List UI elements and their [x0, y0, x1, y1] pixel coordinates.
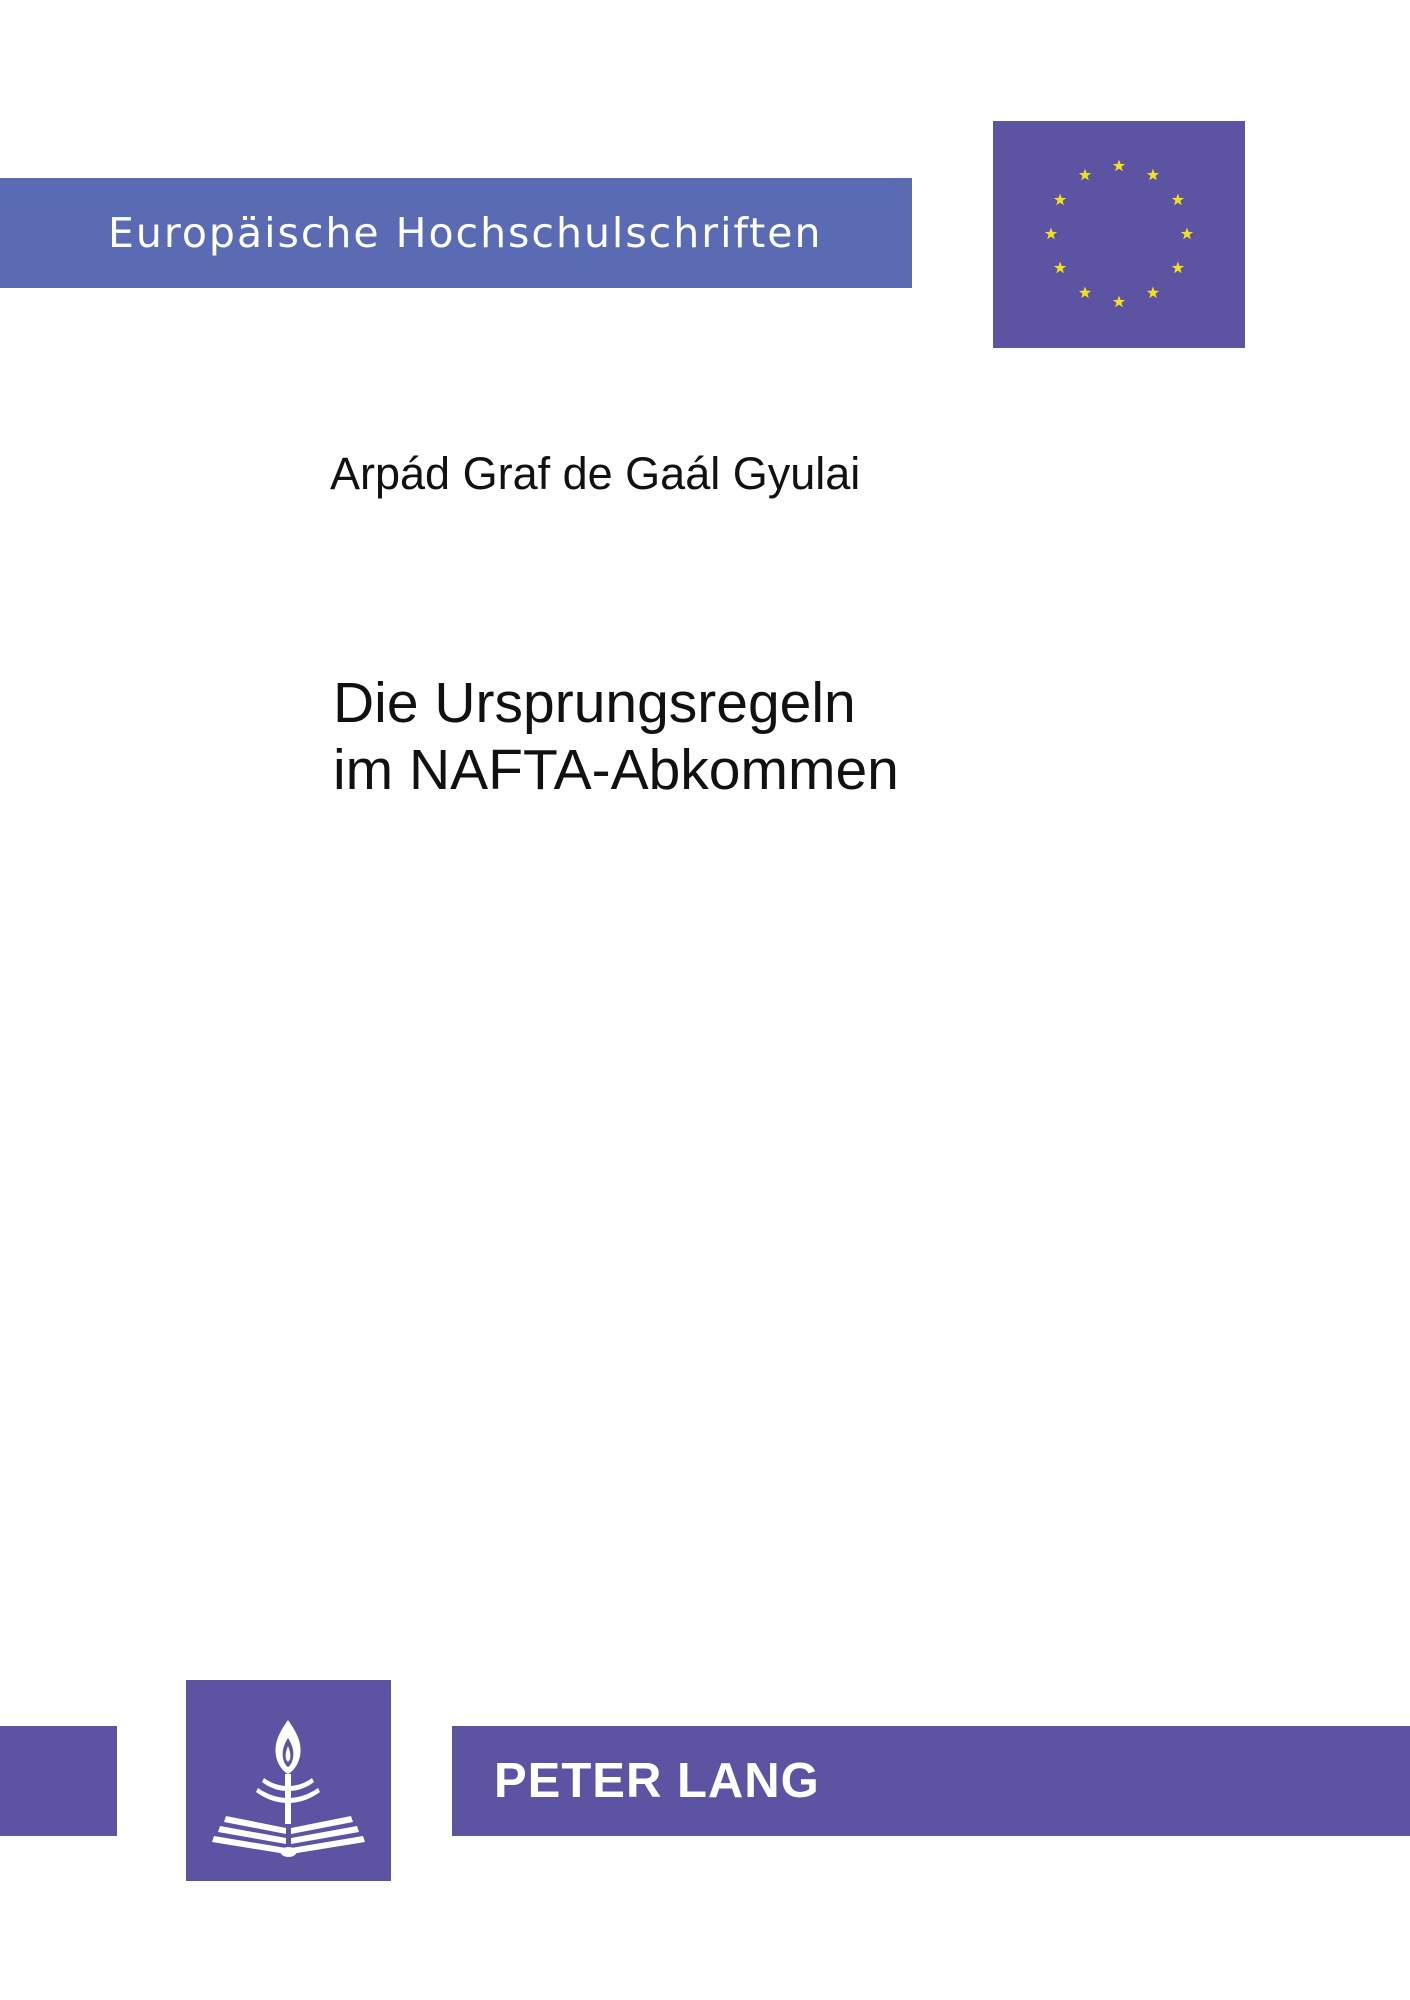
- left-color-bar: [0, 1726, 117, 1836]
- series-title: Europäische Hochschulschriften: [108, 209, 823, 257]
- book-title: [333, 670, 899, 804]
- eu-star-icon: [1172, 194, 1184, 206]
- eu-star-icon: [1054, 262, 1066, 274]
- eu-star-icon: [1045, 228, 1057, 240]
- eu-star-icon: [1172, 262, 1184, 274]
- series-band: [0, 178, 912, 288]
- eu-star-icon: [1113, 296, 1125, 308]
- author-name: Arpád Graf de Gaál Gyulai: [330, 448, 861, 499]
- publisher-band: [452, 1726, 1410, 1836]
- eu-star-icon: [1079, 169, 1091, 181]
- book-title-line-1: Die Ursprungsregeln: [333, 671, 856, 735]
- eu-star-icon: [1147, 169, 1159, 181]
- publisher-logo-icon: [186, 1680, 391, 1881]
- eu-star-icon: [1147, 286, 1159, 298]
- eu-flag-icon: [993, 121, 1245, 348]
- eu-star-icon: [1181, 228, 1193, 240]
- eu-star-icon: [1054, 194, 1066, 206]
- book-title-line-2: im NAFTA-Abkommen: [333, 738, 899, 802]
- eu-star-icon: [1113, 160, 1125, 172]
- eu-star-icon: [1079, 286, 1091, 298]
- publisher-name: PETER LANG: [494, 1754, 820, 1808]
